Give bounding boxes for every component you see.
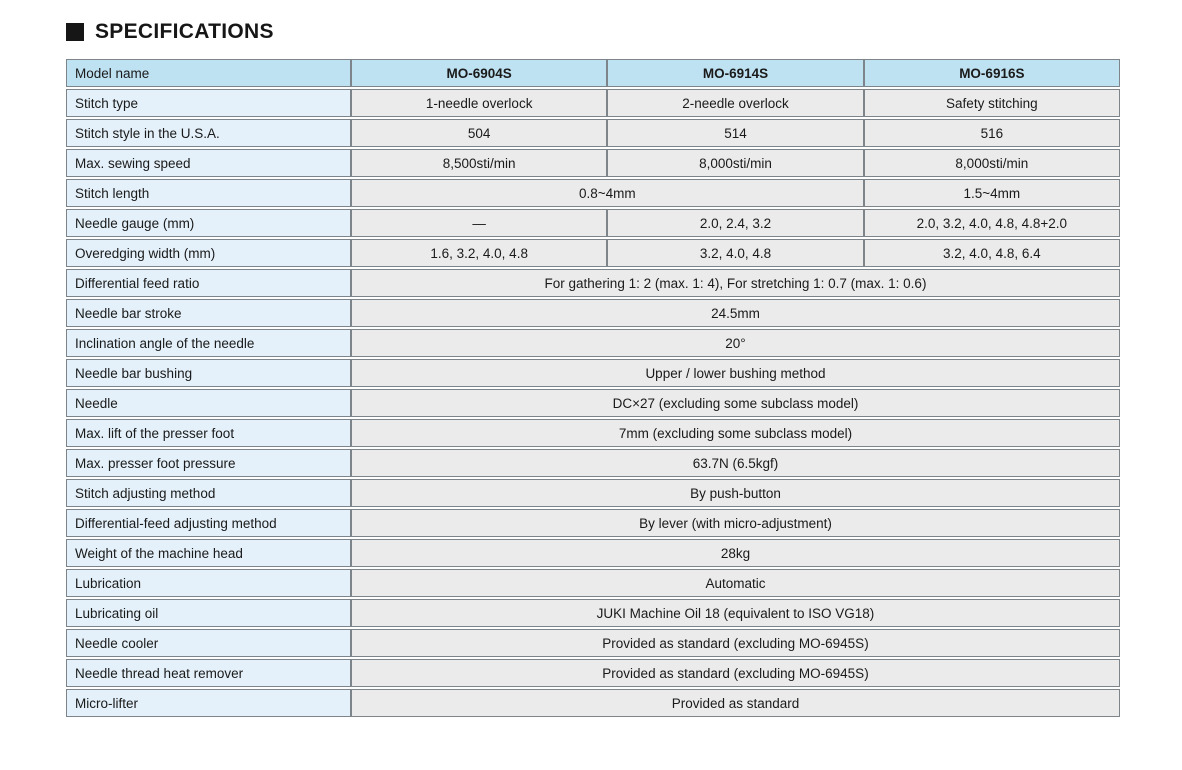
spec-row-label: Differential-feed adjusting method (66, 509, 351, 537)
spec-value-cell: 3.2, 4.0, 4.8, 6.4 (864, 239, 1120, 267)
spec-row-label: Inclination angle of the needle (66, 329, 351, 357)
spec-table-row (66, 509, 1120, 537)
spec-value-cell: 7mm (excluding some subclass model) (351, 419, 1120, 447)
spec-table-row (66, 479, 1120, 507)
spec-table-row (66, 89, 1120, 117)
spec-table-row (66, 659, 1120, 687)
spec-table-row (66, 239, 1120, 267)
spec-value-cell: — (351, 209, 607, 237)
spec-row-label: Needle cooler (66, 629, 351, 657)
spec-value-cell: 8,000sti/min (864, 149, 1120, 177)
spec-value-cell: 514 (607, 119, 863, 147)
spec-row-label: Weight of the machine head (66, 539, 351, 567)
spec-row-label: Needle bar stroke (66, 299, 351, 327)
spec-table-row (66, 389, 1120, 417)
spec-table-row (66, 209, 1120, 237)
spec-value-cell: 24.5mm (351, 299, 1120, 327)
spec-value-cell: 2-needle overlock (607, 89, 863, 117)
spec-row-label: Needle thread heat remover (66, 659, 351, 687)
spec-row-label: Max. presser foot pressure (66, 449, 351, 477)
spec-table-row (66, 149, 1120, 177)
spec-value-cell: Provided as standard (excluding MO-6945S) (351, 629, 1120, 657)
spec-row-label: Micro-lifter (66, 689, 351, 717)
spec-value-cell: By lever (with micro-adjustment) (351, 509, 1120, 537)
spec-table-row (66, 269, 1120, 297)
spec-table-row (66, 569, 1120, 597)
spec-value-cell: Provided as standard (excluding MO-6945S) (351, 659, 1120, 687)
header-model-mo-6914s: MO-6914S (607, 59, 863, 87)
spec-value-cell: DC×27 (excluding some subclass model) (351, 389, 1120, 417)
spec-value-cell: JUKI Machine Oil 18 (equivalent to ISO VG18) (351, 599, 1120, 627)
spec-value-cell: 20° (351, 329, 1120, 357)
header-model-mo-6916s: MO-6916S (864, 59, 1120, 87)
table-header-row (66, 59, 1120, 87)
spec-value-cell: 8,500sti/min (351, 149, 607, 177)
spec-row-label: Stitch style in the U.S.A. (66, 119, 351, 147)
spec-value-cell: 1-needle overlock (351, 89, 607, 117)
spec-value-cell: 516 (864, 119, 1120, 147)
spec-value-cell: 28kg (351, 539, 1120, 567)
section-title (66, 20, 1120, 44)
spec-table-row (66, 329, 1120, 357)
spec-value-cell: 8,000sti/min (607, 149, 863, 177)
spec-row-label: Stitch adjusting method (66, 479, 351, 507)
spec-value-cell: Upper / lower bushing method (351, 359, 1120, 387)
specifications-table (66, 57, 1120, 719)
page-title: SPECIFICATIONS (95, 20, 274, 43)
section-bullet-icon (66, 23, 84, 41)
spec-row-label: Stitch length (66, 179, 351, 207)
spec-table-row (66, 689, 1120, 717)
spec-row-label: Overedging width (mm) (66, 239, 351, 267)
spec-value-cell: 1.5~4mm (864, 179, 1120, 207)
spec-table-row (66, 539, 1120, 567)
spec-row-label: Max. sewing speed (66, 149, 351, 177)
spec-value-cell: Provided as standard (351, 689, 1120, 717)
spec-table-row (66, 629, 1120, 657)
spec-value-cell: 0.8~4mm (351, 179, 864, 207)
spec-value-cell: Automatic (351, 569, 1120, 597)
spec-value-cell: 2.0, 2.4, 3.2 (607, 209, 863, 237)
spec-row-label: Needle gauge (mm) (66, 209, 351, 237)
header-model-mo-6904s: MO-6904S (351, 59, 607, 87)
spec-row-label: Needle (66, 389, 351, 417)
spec-table-row (66, 359, 1120, 387)
spec-row-label: Needle bar bushing (66, 359, 351, 387)
spec-table-row (66, 299, 1120, 327)
spec-table-row (66, 599, 1120, 627)
spec-row-label: Lubricating oil (66, 599, 351, 627)
spec-value-cell: 504 (351, 119, 607, 147)
spec-table-row (66, 449, 1120, 477)
spec-value-cell: 3.2, 4.0, 4.8 (607, 239, 863, 267)
spec-row-label: Max. lift of the presser foot (66, 419, 351, 447)
spec-table-row (66, 119, 1120, 147)
spec-table-row (66, 179, 1120, 207)
header-model-name-label: Model name (66, 59, 351, 87)
spec-value-cell: 2.0, 3.2, 4.0, 4.8, 4.8+2.0 (864, 209, 1120, 237)
spec-value-cell: By push-button (351, 479, 1120, 507)
spec-row-label: Lubrication (66, 569, 351, 597)
spec-value-cell: 63.7N (6.5kgf) (351, 449, 1120, 477)
spec-row-label: Differential feed ratio (66, 269, 351, 297)
spec-value-cell: For gathering 1: 2 (max. 1: 4), For stretching 1: 0.7 (max. 1: 0.6) (351, 269, 1120, 297)
spec-value-cell: 1.6, 3.2, 4.0, 4.8 (351, 239, 607, 267)
spec-value-cell: Safety stitching (864, 89, 1120, 117)
spec-table-row (66, 419, 1120, 447)
spec-row-label: Stitch type (66, 89, 351, 117)
